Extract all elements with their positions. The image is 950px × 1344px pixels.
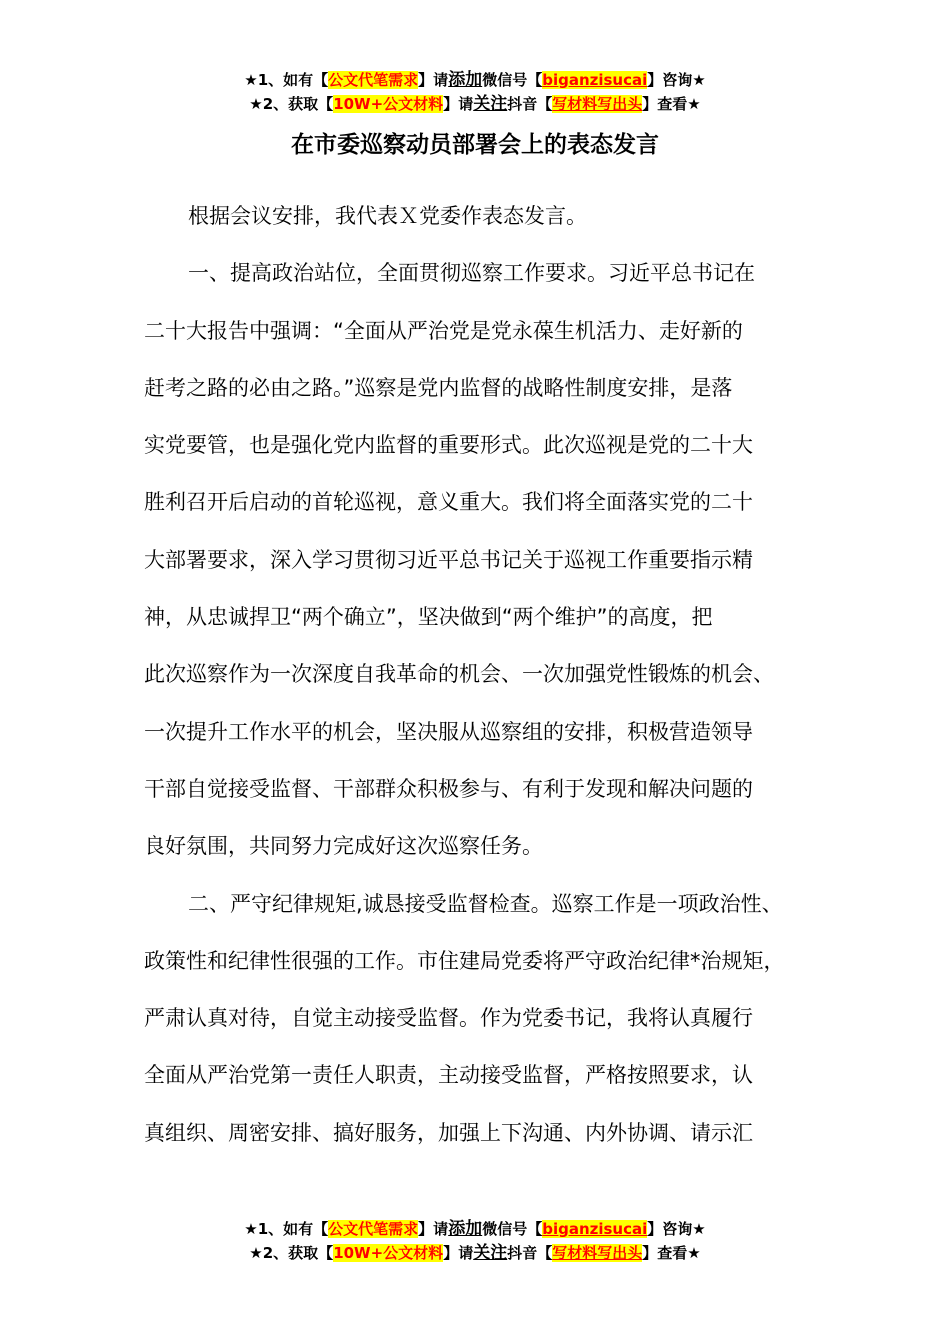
paragraph-line: 胜利召开后启动的首轮巡视，意义重大。我们将全面落实党的二十 <box>144 490 753 515</box>
paragraph-line: 二、严守纪律规矩,诚恳接受监督检查。巡察工作是一项政治性、 <box>188 891 783 916</box>
banner-text: 】请 <box>418 1220 449 1238</box>
banner-text: 】请 <box>443 95 474 113</box>
paragraph-line: 真组织、周密安排、搞好服务，加强上下沟通、内外协调、请示汇 <box>144 1120 753 1145</box>
paragraph-line: 全面从严治党第一责任人职责，主动接受监督，严格按照要求，认 <box>144 1063 753 1088</box>
banner-underlined-text: 添加 <box>448 70 483 90</box>
banner-text: ★1、如有【 <box>244 1220 329 1238</box>
banner-text: ★2、获取【 <box>249 1244 334 1262</box>
banner-highlight: 10W+公文材料 <box>333 95 444 113</box>
banner-line-2 <box>0 1241 950 1265</box>
banner-highlight: 公文代笔需求 <box>328 71 419 89</box>
banner-text: 】查看★ <box>642 1244 701 1262</box>
paragraph-line: 一、提高政治站位，全面贯彻巡察工作要求。习近平总书记在 <box>188 261 755 286</box>
intro-paragraph <box>144 196 834 253</box>
banner-text: 抖音【 <box>507 95 553 113</box>
paragraph-line: 严肃认真对待，自觉主动接受监督。作为党委书记，我将认真履行 <box>144 1006 753 1031</box>
paragraph-line: 二十大报告中强调：“全面从严治党是党永葆生机活力、走好新的 <box>144 318 743 343</box>
paragraph-line: 政策性和纪律性很强的工作。市住建局党委将严守政治纪律*治规矩， <box>144 948 785 973</box>
document-body <box>144 196 834 1170</box>
banner-text: 微信号【 <box>482 1220 543 1238</box>
paragraph-line: 根据会议安排，我代表Ｘ党委作表态发言。 <box>188 204 587 228</box>
banner-line-2 <box>0 92 950 116</box>
banner-text: 】查看★ <box>642 95 701 113</box>
banner-text: ★2、获取【 <box>249 95 334 113</box>
banner-underlined-text: 关注 <box>473 94 508 114</box>
banner-highlight: 10W+公文材料 <box>333 1244 444 1262</box>
banner-line-1 <box>0 68 950 92</box>
banner-douyin-id: 写材料写出头 <box>552 1244 643 1262</box>
section-2-paragraph <box>144 884 834 1170</box>
banner-text: 抖音【 <box>507 1244 553 1262</box>
paragraph-line: 实党要管，也是强化党内监督的重要形式。此次巡视是党的二十大 <box>144 433 753 458</box>
banner-underlined-text: 添加 <box>448 1219 483 1239</box>
paragraph-line: 神，从忠诚捍卫“两个确立”，坚决做到“两个维护”的高度，把 <box>144 605 713 630</box>
paragraph-line: 此次巡察作为一次深度自我革命的机会、一次加强党性锻炼的机会、 <box>144 662 774 687</box>
banner-highlight: 公文代笔需求 <box>328 1220 419 1238</box>
banner-text: 】咨询★ <box>647 71 706 89</box>
document-title: 在市委巡察动员部署会上的表态发言 <box>291 132 659 158</box>
banner-text: 微信号【 <box>482 71 543 89</box>
paragraph-line: 良好氛围，共同努力完成好这次巡察任务。 <box>144 834 543 859</box>
paragraph-line: 一次提升工作水平的机会，坚决服从巡察组的安排，积极营造领导 <box>144 719 753 744</box>
banner-underlined-text: 关注 <box>473 1243 508 1263</box>
paragraph-line: 干部自觉接受监督、干部群众积极参与、有利于发现和解决问题的 <box>144 776 753 801</box>
banner-text: 】请 <box>418 71 449 89</box>
banner-text: 】请 <box>443 1244 474 1262</box>
banner-line-1 <box>0 1217 950 1241</box>
paragraph-line: 赶考之路的必由之路。”巡察是党内监督的战略性制度安排，是落 <box>144 375 733 400</box>
section-1-paragraph <box>144 253 834 883</box>
banner-wechat-id: biganzisucai <box>542 1220 648 1238</box>
header-banner <box>0 68 950 116</box>
banner-wechat-id: biganzisucai <box>542 71 648 89</box>
banner-text: ★1、如有【 <box>244 71 329 89</box>
footer-banner <box>0 1217 950 1265</box>
banner-text: 】咨询★ <box>647 1220 706 1238</box>
paragraph-line: 大部署要求，深入学习贯彻习近平总书记关于巡视工作重要指示精 <box>144 547 753 572</box>
banner-douyin-id: 写材料写出头 <box>552 95 643 113</box>
